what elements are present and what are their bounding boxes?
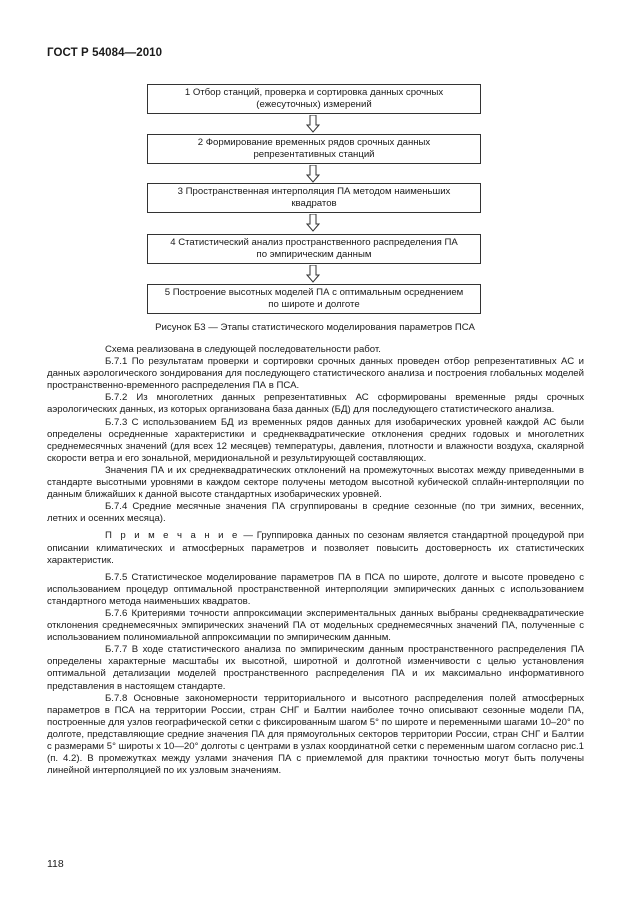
flow-step-4-line1: 4 Статистический анализ пространственного распределения ПА	[170, 237, 458, 248]
flow-step-5-line2: по широте и долготе	[268, 299, 360, 310]
flow-step-2	[147, 134, 481, 164]
page-number: 118	[47, 858, 64, 870]
flow-step-3	[147, 183, 481, 213]
note-label: П р и м е ч а н и е	[105, 530, 240, 542]
paragraph: Б.7.1 По результатам проверки и сортировки срочных данных проведен отбор репрезентативных АС и данных аэрологического зондирования для последующего статистического анализа и построения глобальных моделей пространственно-временного распределения ПА в ПСА.	[47, 356, 584, 392]
flow-step-2-line1: 2 Формирование временных рядов срочных данных	[197, 137, 431, 148]
note-text: — Группировка данных по сезонам является стандартной процедурой при описании климатических и атмосферных параметров и позволяет повысить достоверность их статистических характеристик.	[47, 530, 584, 566]
flow-step-2-line2: репрезентативных станций	[253, 149, 375, 160]
document-header: ГОСТ Р 54084—2010	[47, 47, 163, 59]
flow-step-5-line1: 5 Построение высотных моделей ПА с оптимальным осреднением	[164, 287, 464, 298]
flow-step-4-line2: по эмпирическим данным	[256, 249, 372, 260]
flow-step-1-line1: 1 Отбор станций, проверка и сортировка данных срочных	[184, 87, 444, 98]
note	[47, 530, 584, 566]
flow-step-3-line1: 3 Пространственная интерполяция ПА методом наименьших	[177, 186, 451, 197]
flowchart	[0, 0, 630, 330]
flow-step-5	[147, 284, 481, 314]
flow-step-1	[147, 84, 481, 114]
flow-step-4	[147, 234, 481, 264]
paragraph: Б.7.6 Критериями точности аппроксимации экспериментальных данных выбраны среднеквадратические отклонения среднемесячных эмпирических значений ПА от модельных среднемесячных значений ПА, полученные с использованием полиномиальной аппроксимации по эмпирическим данным.	[47, 607, 584, 644]
flow-step-3-line2: квадратов	[291, 198, 337, 209]
paragraph: Б.7.5 Статистическое моделирование параметров ПА в ПСА по широте, долготе и высоте проведено с использованием процедур оптимальной пространственной интерполяции эмпирических данных с использованием стандартного метода наименьших квадратов.	[47, 571, 584, 607]
paragraph: Б.7.3 С использованием БД из временных рядов данных для изобарических уровней каждой АС были определены осредненные характеристики и среднеквадратические отклонения средних годовых и многолетних среднемесячных значений (для всех 12 месяцев) температуры, давления, плотности и влажности воздуха, скалярной скорости ветра и его зональной, меридиональной и результирующей составляющих.	[47, 416, 584, 464]
down-arrow-icon	[306, 115, 320, 133]
paragraph: Схема реализована в следующей последовательности работ.	[105, 344, 381, 355]
body-text	[47, 344, 584, 777]
paragraph: Б.7.2 Из многолетних данных репрезентативных АС сформированы временные ряды срочных аэрологических данных, из которых организована база данных (БД) для последующего статистического анализа.	[47, 392, 584, 416]
down-arrow-icon	[306, 165, 320, 183]
paragraph: Значения ПА и их среднеквадратических отклонений на промежуточных высотах между приведенными в стандарте высотными уровнями в каждом секторе получены методом высотной кубической сплайн-интерполяции по данным ближайших к данной высоте стандартных изобарических уровней.	[47, 464, 584, 501]
paragraph: Б.7.4 Средние месячные значения ПА сгруппированы в средние сезонные (по три зимних, весенних, летних и осенних месяца).	[47, 501, 584, 525]
down-arrow-icon	[306, 214, 320, 232]
paragraph: Б.7.8 Основные закономерности территориального и высотного распределения полей атмосферных параметров в ПСА на территории России, стран СНГ и Балтии наиболее точно описывают сезонные модели ПА, построенные для узлов географической сетки с фиксированным шагом 5° по широте и переменными шагами 10–20° по долготе, представляющие средние значения ПА для прямоугольных секторов территории России, стран СНГ и Балтии с размерами 5° широты x 10—20° долготы с центрами в узлах координатной сетки с переменным шагом согласно рис.1 (п. 4.2). В промежутках между узлами значения ПА с приемлемой для практики точностью могут быть получены линейной интерполяцией по их узловым значениям.	[47, 692, 584, 777]
paragraph: Б.7.7 В ходе статистического анализа по эмпирическим данным пространственного распределения ПА определены характерные масштабы их высотной, широтной и долготной изменчивости с целью установления оптимальной детализации моделей пространственного распределения ПА и их максимально информативного представления в настоящем стандарте.	[47, 644, 584, 692]
down-arrow-icon	[306, 265, 320, 283]
figure-caption: Рисунок Б3 — Этапы статистического моделирования параметров ПСА	[155, 322, 475, 333]
flow-step-1-line2: (ежесуточных) измерений	[256, 99, 372, 110]
